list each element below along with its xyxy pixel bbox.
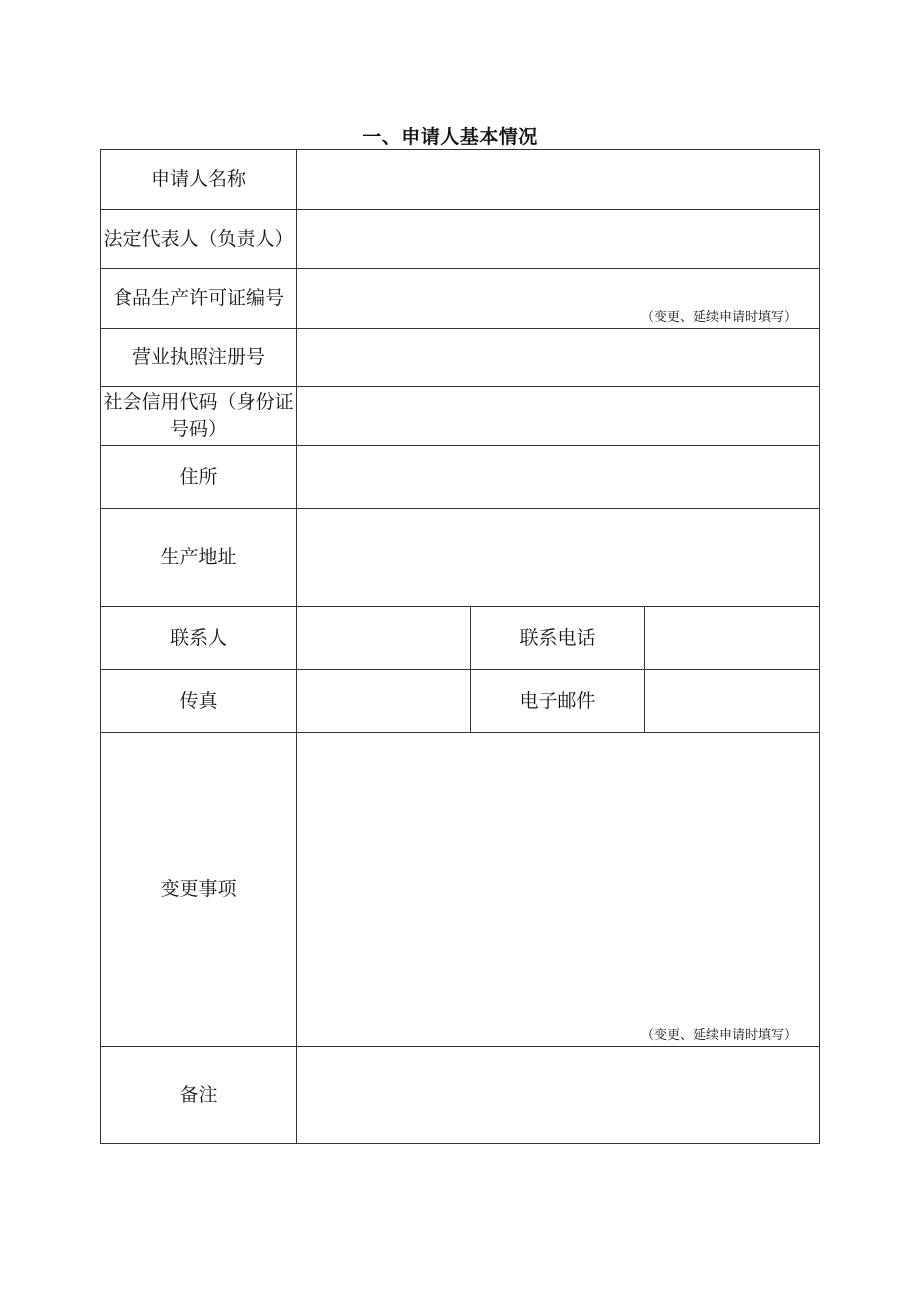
remarks-field[interactable]	[297, 1047, 820, 1144]
row-remarks	[101, 1047, 820, 1144]
row-change-items	[101, 733, 820, 1047]
row-fax-email	[101, 670, 820, 733]
applicant-name-field[interactable]	[297, 150, 820, 210]
legal-rep-label: 法定代表人（负责人）	[101, 210, 297, 269]
contact-phone-field[interactable]	[645, 607, 820, 670]
contact-person-field[interactable]	[297, 607, 471, 670]
change-items-label: 变更事项	[101, 733, 297, 1047]
row-contact	[101, 607, 820, 670]
change-items-field[interactable]	[297, 733, 820, 1047]
business-license-field[interactable]	[297, 329, 820, 387]
contact-person-label: 联系人	[101, 607, 297, 670]
row-applicant-name	[101, 150, 820, 210]
applicant-name-label: 申请人名称	[101, 150, 297, 210]
business-license-label: 营业执照注册号	[101, 329, 297, 387]
row-residence	[101, 446, 820, 509]
residence-field[interactable]	[297, 446, 820, 509]
row-production-address	[101, 509, 820, 607]
change-items-note: （变更、延续申请时填写）	[641, 1028, 798, 1043]
row-credit-code	[101, 387, 820, 446]
residence-label: 住所	[101, 446, 297, 509]
production-address-label: 生产地址	[101, 509, 297, 607]
contact-phone-label: 联系电话	[471, 607, 645, 670]
production-address-field[interactable]	[297, 509, 820, 607]
email-field[interactable]	[645, 670, 820, 733]
license-no-label: 食品生产许可证编号	[101, 269, 297, 329]
row-business-license	[101, 329, 820, 387]
form-title: 一、申请人基本情况	[362, 126, 538, 148]
fax-label: 传真	[101, 670, 297, 733]
credit-code-field[interactable]	[297, 387, 820, 446]
email-label: 电子邮件	[471, 670, 645, 733]
license-no-note: （变更、延续申请时填写）	[641, 310, 798, 325]
fax-field[interactable]	[297, 670, 471, 733]
remarks-label: 备注	[101, 1047, 297, 1144]
row-license-no	[101, 269, 820, 329]
row-legal-rep	[101, 210, 820, 269]
credit-code-label: 社会信用代码（身份证号码）	[101, 387, 297, 446]
license-no-field[interactable]	[297, 269, 820, 329]
applicant-info-table	[100, 149, 820, 1144]
legal-rep-field[interactable]	[297, 210, 820, 269]
